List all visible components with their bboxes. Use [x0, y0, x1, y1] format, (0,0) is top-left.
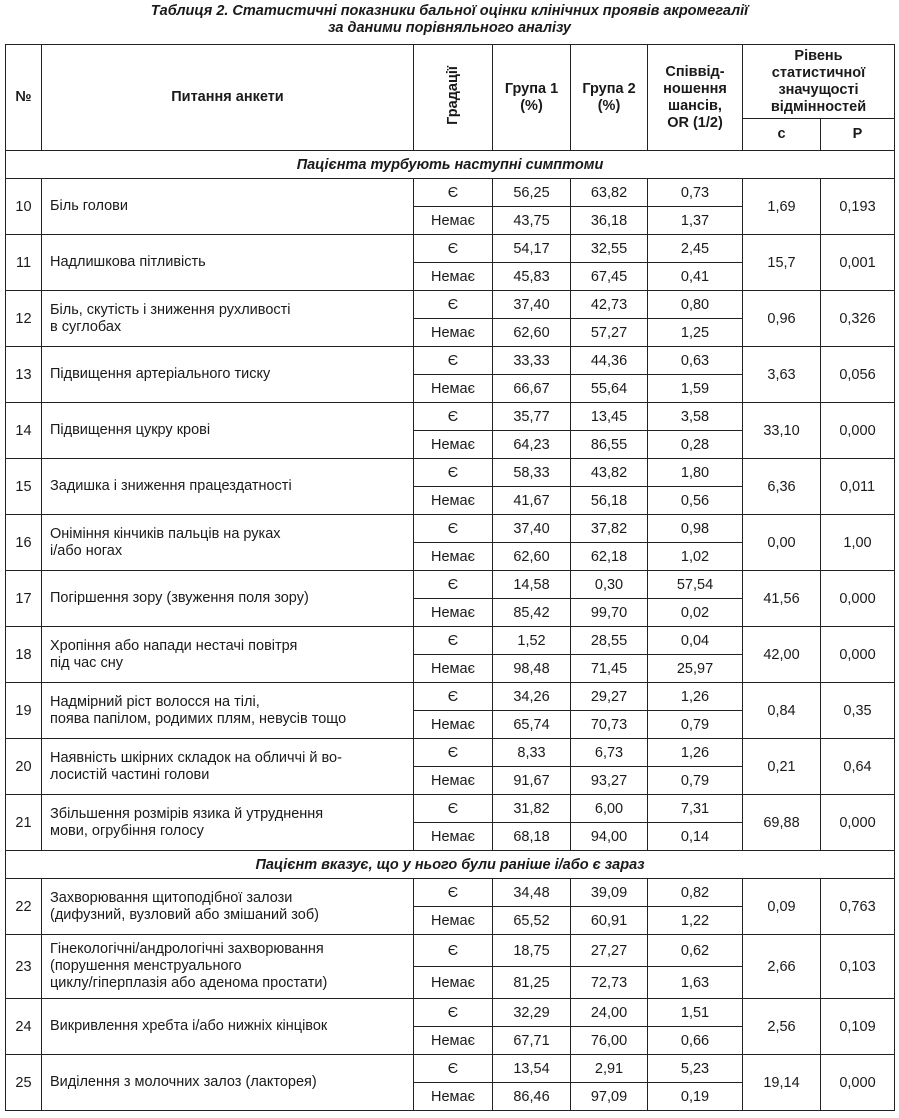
odds-ratio-value: 0,14	[648, 823, 743, 851]
odds-ratio-value: 1,63	[648, 967, 743, 999]
p-value: 0,056	[821, 347, 895, 403]
question-text	[42, 179, 414, 235]
gradation-no: Немає	[414, 1083, 493, 1111]
odds-ratio-value: 1,26	[648, 739, 743, 767]
question-text	[42, 347, 414, 403]
row-number: 10	[6, 179, 42, 235]
group2-value: 71,45	[571, 655, 648, 683]
chi-square-value: 2,66	[743, 935, 821, 999]
group2-value: 0,30	[571, 571, 648, 599]
chi-square-value: 3,63	[743, 347, 821, 403]
table-row	[6, 1055, 895, 1083]
question-line1: Надлишкова пітливість	[50, 254, 206, 270]
row-number: 14	[6, 403, 42, 459]
group1-value: 13,54	[493, 1055, 571, 1083]
gradation-yes: Є	[414, 739, 493, 767]
group1-value: 43,75	[493, 207, 571, 235]
section-title: Пацієнт вказує, що у нього були раніше і/або є зараз	[6, 851, 895, 879]
chi-square-value: 0,96	[743, 291, 821, 347]
group2-value: 99,70	[571, 599, 648, 627]
group2-value: 55,64	[571, 375, 648, 403]
row-number: 11	[6, 235, 42, 291]
group1-value: 35,77	[493, 403, 571, 431]
gradation-no: Немає	[414, 767, 493, 795]
question-line2: лосистій частині голови	[50, 766, 210, 783]
group1-value: 41,67	[493, 487, 571, 515]
odds-ratio-value: 0,63	[648, 347, 743, 375]
group1-value: 34,26	[493, 683, 571, 711]
odds-ratio-value: 0,04	[648, 627, 743, 655]
gradation-yes: Є	[414, 179, 493, 207]
question-text	[42, 459, 414, 515]
header-question: Питання анкети	[42, 45, 414, 151]
group2-value: 6,73	[571, 739, 648, 767]
table-row	[6, 515, 895, 543]
group2-value: 97,09	[571, 1083, 648, 1111]
group2-value: 36,18	[571, 207, 648, 235]
question-line2: (порушення менструального	[50, 958, 242, 974]
group1-value: 62,60	[493, 319, 571, 347]
p-value: 0,326	[821, 291, 895, 347]
group1-value: 54,17	[493, 235, 571, 263]
odds-ratio-value: 0,79	[648, 711, 743, 739]
row-number: 17	[6, 571, 42, 627]
header-c: с	[743, 119, 821, 151]
group2-value: 70,73	[571, 711, 648, 739]
question-line1: Захворювання щитоподібної залози	[50, 889, 293, 906]
table-row	[6, 459, 895, 487]
odds-ratio-value: 1,02	[648, 543, 743, 571]
gradation-no: Немає	[414, 319, 493, 347]
group2-value: 44,36	[571, 347, 648, 375]
odds-ratio-value: 0,56	[648, 487, 743, 515]
odds-ratio-value: 0,73	[648, 179, 743, 207]
gradation-no: Немає	[414, 543, 493, 571]
group2-value: 57,27	[571, 319, 648, 347]
group1-value: 68,18	[493, 823, 571, 851]
gradation-yes: Є	[414, 999, 493, 1027]
gradation-yes: Є	[414, 683, 493, 711]
group2-value: 28,55	[571, 627, 648, 655]
header-gradation	[414, 45, 493, 151]
question-text	[42, 515, 414, 571]
p-value: 0,011	[821, 459, 895, 515]
p-value: 0,001	[821, 235, 895, 291]
gradation-no: Немає	[414, 263, 493, 291]
group1-value: 32,29	[493, 999, 571, 1027]
group2-value: 27,27	[571, 935, 648, 967]
gradation-yes: Є	[414, 403, 493, 431]
row-number: 23	[6, 935, 42, 999]
question-line1: Біль, скутість і зниження рухливості	[50, 301, 291, 318]
header-odds-ratio-line2: ношення	[663, 80, 727, 97]
header-odds-ratio-line4: OR (1/2)	[667, 114, 723, 131]
question-text	[42, 291, 414, 347]
question-line1: Збільшення розмірів язика й утруднення	[50, 805, 324, 822]
question-line2: в суглобах	[50, 318, 122, 335]
question-line1: Викривлення хребта і/або нижніх кінцівок	[50, 1018, 328, 1034]
question-text	[42, 1055, 414, 1111]
group1-value: 14,58	[493, 571, 571, 599]
group2-value: 13,45	[571, 403, 648, 431]
odds-ratio-value: 7,31	[648, 795, 743, 823]
question-line1: Хропіння або напади нестачі повітря	[50, 637, 298, 654]
group1-value: 98,48	[493, 655, 571, 683]
gradation-yes: Є	[414, 459, 493, 487]
group1-value: 33,33	[493, 347, 571, 375]
question-line1: Оніміння кінчиків пальців на руках	[50, 525, 281, 542]
group1-value: 18,75	[493, 935, 571, 967]
section-row	[6, 851, 895, 879]
group1-value: 31,82	[493, 795, 571, 823]
chi-square-value: 0,00	[743, 515, 821, 571]
group1-value: 86,46	[493, 1083, 571, 1111]
row-number: 19	[6, 683, 42, 739]
question-line1: Погіршення зору (звуження поля зору)	[50, 590, 309, 606]
row-number: 13	[6, 347, 42, 403]
p-value: 0,35	[821, 683, 895, 739]
chi-square-value: 2,56	[743, 999, 821, 1055]
section-row	[6, 151, 895, 179]
row-number: 16	[6, 515, 42, 571]
gradation-no: Немає	[414, 967, 493, 999]
group2-value: 60,91	[571, 907, 648, 935]
gradation-yes: Є	[414, 347, 493, 375]
group2-value: 72,73	[571, 967, 648, 999]
group2-value: 62,18	[571, 543, 648, 571]
header-gradation-label: Градації	[444, 65, 461, 125]
gradation-no: Немає	[414, 599, 493, 627]
question-line1: Біль голови	[50, 198, 128, 214]
group2-value: 43,82	[571, 459, 648, 487]
table-row	[6, 739, 895, 767]
odds-ratio-value: 57,54	[648, 571, 743, 599]
group2-value: 32,55	[571, 235, 648, 263]
table-row	[6, 179, 895, 207]
gradation-yes: Є	[414, 935, 493, 967]
odds-ratio-value: 0,66	[648, 1027, 743, 1055]
question-text	[42, 571, 414, 627]
group1-value: 65,74	[493, 711, 571, 739]
group2-value: 39,09	[571, 879, 648, 907]
gradation-no: Немає	[414, 207, 493, 235]
odds-ratio-value: 0,79	[648, 767, 743, 795]
group1-value: 34,48	[493, 879, 571, 907]
header-group2: Група 2 (%)	[571, 45, 648, 151]
table-row	[6, 879, 895, 907]
row-number: 22	[6, 879, 42, 935]
question-line1: Виділення з молочних залоз (лакторея)	[50, 1074, 317, 1090]
gradation-no: Немає	[414, 655, 493, 683]
question-line1: Гінекологічні/андрологічні захворювання	[50, 941, 324, 957]
question-line2: (дифузний, вузловий або змішаний зоб)	[50, 906, 319, 923]
table-title	[0, 3, 899, 37]
p-value: 0,64	[821, 739, 895, 795]
chi-square-value: 0,84	[743, 683, 821, 739]
table-row	[6, 291, 895, 319]
chi-square-value: 15,7	[743, 235, 821, 291]
gradation-no: Немає	[414, 711, 493, 739]
chi-square-value: 41,56	[743, 571, 821, 627]
question-line1: Задишка і зниження працездатності	[50, 478, 292, 494]
odds-ratio-value: 2,45	[648, 235, 743, 263]
question-text	[42, 999, 414, 1055]
p-value: 0,000	[821, 1055, 895, 1111]
odds-ratio-value: 1,22	[648, 907, 743, 935]
group1-value: 1,52	[493, 627, 571, 655]
group1-value: 66,67	[493, 375, 571, 403]
table-row	[6, 235, 895, 263]
table-row	[6, 403, 895, 431]
p-value: 0,109	[821, 999, 895, 1055]
odds-ratio-value: 1,37	[648, 207, 743, 235]
question-line2: і/або ногах	[50, 542, 123, 559]
odds-ratio-value: 3,58	[648, 403, 743, 431]
chi-square-value: 69,88	[743, 795, 821, 851]
row-number: 20	[6, 739, 42, 795]
group1-value: 62,60	[493, 543, 571, 571]
group2-value: 6,00	[571, 795, 648, 823]
odds-ratio-value: 1,25	[648, 319, 743, 347]
header-odds-ratio-line1: Співвід-	[665, 63, 725, 80]
p-value: 0,000	[821, 627, 895, 683]
gradation-yes: Є	[414, 879, 493, 907]
question-line1: Надмірний ріст волосся на тілі,	[50, 693, 260, 710]
gradation-no: Немає	[414, 487, 493, 515]
question-text	[42, 739, 414, 795]
table-row	[6, 795, 895, 823]
p-value: 0,000	[821, 403, 895, 459]
group2-value: 67,45	[571, 263, 648, 291]
group1-value: 91,67	[493, 767, 571, 795]
group1-value: 67,71	[493, 1027, 571, 1055]
question-text	[42, 795, 414, 851]
odds-ratio-value: 0,28	[648, 431, 743, 459]
group2-value: 29,27	[571, 683, 648, 711]
gradation-yes: Є	[414, 795, 493, 823]
table-title-line2: за даними порівняльного аналізу	[328, 20, 571, 36]
group2-value: 24,00	[571, 999, 648, 1027]
odds-ratio-value: 0,41	[648, 263, 743, 291]
gradation-no: Немає	[414, 907, 493, 935]
odds-ratio-value: 0,98	[648, 515, 743, 543]
row-number: 12	[6, 291, 42, 347]
gradation-yes: Є	[414, 571, 493, 599]
group1-value: 37,40	[493, 291, 571, 319]
p-value: 0,103	[821, 935, 895, 999]
group1-value: 81,25	[493, 967, 571, 999]
section-title: Пацієнта турбують наступні симптоми	[6, 151, 895, 179]
odds-ratio-value: 1,26	[648, 683, 743, 711]
odds-ratio-value: 0,62	[648, 935, 743, 967]
gradation-no: Немає	[414, 375, 493, 403]
group2-value: 37,82	[571, 515, 648, 543]
question-text	[42, 235, 414, 291]
chi-square-value: 42,00	[743, 627, 821, 683]
statistics-table	[5, 44, 895, 1111]
gradation-yes: Є	[414, 1055, 493, 1083]
odds-ratio-value: 1,59	[648, 375, 743, 403]
row-number: 18	[6, 627, 42, 683]
row-number: 25	[6, 1055, 42, 1111]
group1-value: 56,25	[493, 179, 571, 207]
table-title-line1: Таблиця 2. Статистичні показники бальної оцінки клінічних проявів акромегалії	[150, 3, 749, 19]
gradation-yes: Є	[414, 235, 493, 263]
group1-value: 85,42	[493, 599, 571, 627]
question-text	[42, 403, 414, 459]
p-value: 0,000	[821, 571, 895, 627]
table-row	[6, 999, 895, 1027]
chi-square-value: 0,21	[743, 739, 821, 795]
group2-value: 86,55	[571, 431, 648, 459]
row-number: 24	[6, 999, 42, 1055]
question-text	[42, 879, 414, 935]
gradation-no: Немає	[414, 1027, 493, 1055]
group2-value: 93,27	[571, 767, 648, 795]
chi-square-value: 19,14	[743, 1055, 821, 1111]
odds-ratio-value: 0,02	[648, 599, 743, 627]
header-group1: Група 1 (%)	[493, 45, 571, 151]
p-value: 1,00	[821, 515, 895, 571]
odds-ratio-value: 1,80	[648, 459, 743, 487]
group1-value: 64,23	[493, 431, 571, 459]
group2-value: 56,18	[571, 487, 648, 515]
header-significance: Рівень статистичної значущості відмінностей	[743, 45, 895, 119]
gradation-yes: Є	[414, 627, 493, 655]
group2-value: 76,00	[571, 1027, 648, 1055]
question-line3: циклу/гіперплазія або аденома простати)	[50, 975, 328, 991]
question-line2: під час сну	[50, 654, 123, 671]
group1-value: 37,40	[493, 515, 571, 543]
p-value: 0,000	[821, 795, 895, 851]
table-row	[6, 347, 895, 375]
chi-square-value: 33,10	[743, 403, 821, 459]
group2-value: 42,73	[571, 291, 648, 319]
gradation-yes: Є	[414, 515, 493, 543]
question-text	[42, 627, 414, 683]
header-number: №	[6, 45, 42, 151]
header-odds-ratio-line3: шансів,	[668, 97, 722, 114]
p-value: 0,193	[821, 179, 895, 235]
gradation-yes: Є	[414, 291, 493, 319]
group2-value: 63,82	[571, 179, 648, 207]
gradation-no: Немає	[414, 431, 493, 459]
question-line2: мови, огрубіння голосу	[50, 822, 204, 839]
group2-value: 2,91	[571, 1055, 648, 1083]
odds-ratio-value: 1,51	[648, 999, 743, 1027]
group2-value: 94,00	[571, 823, 648, 851]
header-p: P	[821, 119, 895, 151]
p-value: 0,763	[821, 879, 895, 935]
odds-ratio-value: 0,80	[648, 291, 743, 319]
group1-value: 58,33	[493, 459, 571, 487]
group1-value: 45,83	[493, 263, 571, 291]
table-row	[6, 571, 895, 599]
chi-square-value: 0,09	[743, 879, 821, 935]
table-row	[6, 627, 895, 655]
row-number: 21	[6, 795, 42, 851]
group1-value: 65,52	[493, 907, 571, 935]
header-odds-ratio	[648, 45, 743, 151]
question-text	[42, 683, 414, 739]
question-line2: поява папілом, родимих плям, невусів тощо	[50, 710, 347, 727]
chi-square-value: 6,36	[743, 459, 821, 515]
question-line1: Підвищення артеріального тиску	[50, 366, 271, 382]
table-body	[6, 151, 895, 1111]
odds-ratio-value: 0,19	[648, 1083, 743, 1111]
gradation-no: Немає	[414, 823, 493, 851]
group1-value: 8,33	[493, 739, 571, 767]
row-number: 15	[6, 459, 42, 515]
chi-square-value: 1,69	[743, 179, 821, 235]
question-text	[42, 935, 414, 999]
table-row	[6, 935, 895, 967]
question-line1: Наявність шкірних складок на обличчі й во-	[50, 749, 342, 766]
odds-ratio-value: 0,82	[648, 879, 743, 907]
question-line1: Підвищення цукру крові	[50, 422, 211, 438]
odds-ratio-value: 25,97	[648, 655, 743, 683]
odds-ratio-value: 5,23	[648, 1055, 743, 1083]
table-row	[6, 683, 895, 711]
